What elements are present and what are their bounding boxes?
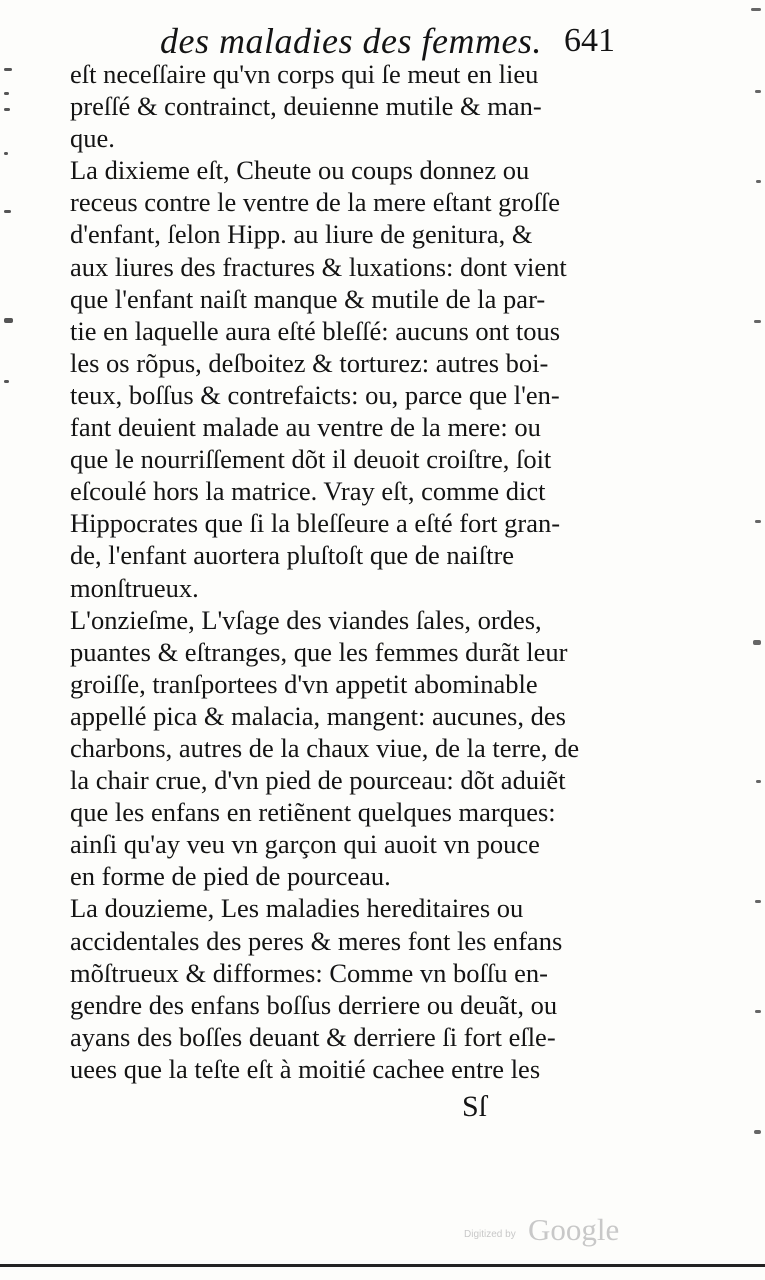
text-line: accidentales des peres & meres font les enfans <box>70 925 563 956</box>
text-line: La douzieme, Les maladies hereditaires ou <box>70 893 524 924</box>
page-bottom-edge <box>0 1264 765 1267</box>
text-line: appellé pica & malacia, mangent: aucunes, des <box>70 700 566 731</box>
text-line: eſcoulé hors la matrice. Vray eſt, comme dict <box>70 476 546 507</box>
text-line: receus contre le ventre de la mere eſtant groſſe <box>70 187 560 218</box>
text-line: groiſſe, tranſportees d'vn appetit abominable <box>70 668 538 699</box>
text-line: ainſi qu'ay veu vn garçon qui auoit vn pouce <box>70 829 540 860</box>
text-line: puantes & eſtranges, que les femmes durãt leur <box>70 636 568 667</box>
page-number: 641 <box>564 22 615 59</box>
text-line: Hippocrates que ſi la bleſſeure a eſté fort gran- <box>70 508 561 539</box>
running-title: des maladies des femmes. <box>160 21 542 61</box>
text-line: que l'enfant naiſt manque & mutile de la par- <box>70 283 546 314</box>
text-line: mõſtrueux & difformes: Comme vn boſſu en- <box>70 957 548 988</box>
text-line: la chair crue, d'vn pied de pourceau: dõt aduiẽt <box>70 765 566 796</box>
watermark-logo: Google <box>528 1212 620 1247</box>
text-line: de, l'enfant auortera pluſtoſt que de naiſtre <box>70 540 515 571</box>
text-line: monſtrueux. <box>70 572 199 603</box>
catchword: Sſ <box>462 1090 488 1123</box>
text-line: La dixieme eſt, Cheute ou coups donnez ou <box>70 155 530 186</box>
left-margin-bleed <box>0 40 28 460</box>
text-line: que le nourriſſement dõt il deuoit croiſtre, ſoit <box>70 444 552 475</box>
text-line: que les enfans en retiẽnent quelques marques: <box>70 797 556 828</box>
text-line: charbons, autres de la chaux viue, de la terre, de <box>70 732 580 763</box>
watermark-digitized-label: Digitized by <box>464 1229 516 1240</box>
text-line: aux liures des fractures & luxations: dont vient <box>70 251 567 282</box>
text-line: L'onzieſme, L'vſage des viandes ſales, ordes, <box>70 604 542 635</box>
text-line: tie en laquelle aura eſté bleſſé: aucuns ont tous <box>70 315 561 346</box>
text-line: en forme de pied de pourceau. <box>70 861 391 892</box>
text-line: que. <box>70 123 115 154</box>
text-line: d'enfant, ſelon Hipp. au liure de genitura, & <box>70 219 533 250</box>
text-line: uees que la teſte eſt à moitié cachee entre les <box>70 1053 541 1084</box>
text-line: teux, boſſus & contrefaicts: ou, parce que l'en- <box>70 379 560 410</box>
text-line: eſt neceſſaire qu'vn corps qui ſe meut en lieu <box>70 59 539 89</box>
text-line: gendre des enfans boſſus derriere ou deuãt, ou <box>70 989 558 1020</box>
text-line: ayans des boſſes deuant & derriere ſi fort eſle- <box>70 1021 556 1052</box>
text-line: fant deuient malade au ventre de la mere: ou <box>70 412 541 443</box>
text-line: preſſé & contrainct, deuienne mutile & man- <box>70 91 542 122</box>
text-line: les os rõpus, deſboitez & torturez: autres boi- <box>70 347 549 378</box>
right-margin-bleed <box>743 0 765 1200</box>
body-text <box>70 58 610 1085</box>
